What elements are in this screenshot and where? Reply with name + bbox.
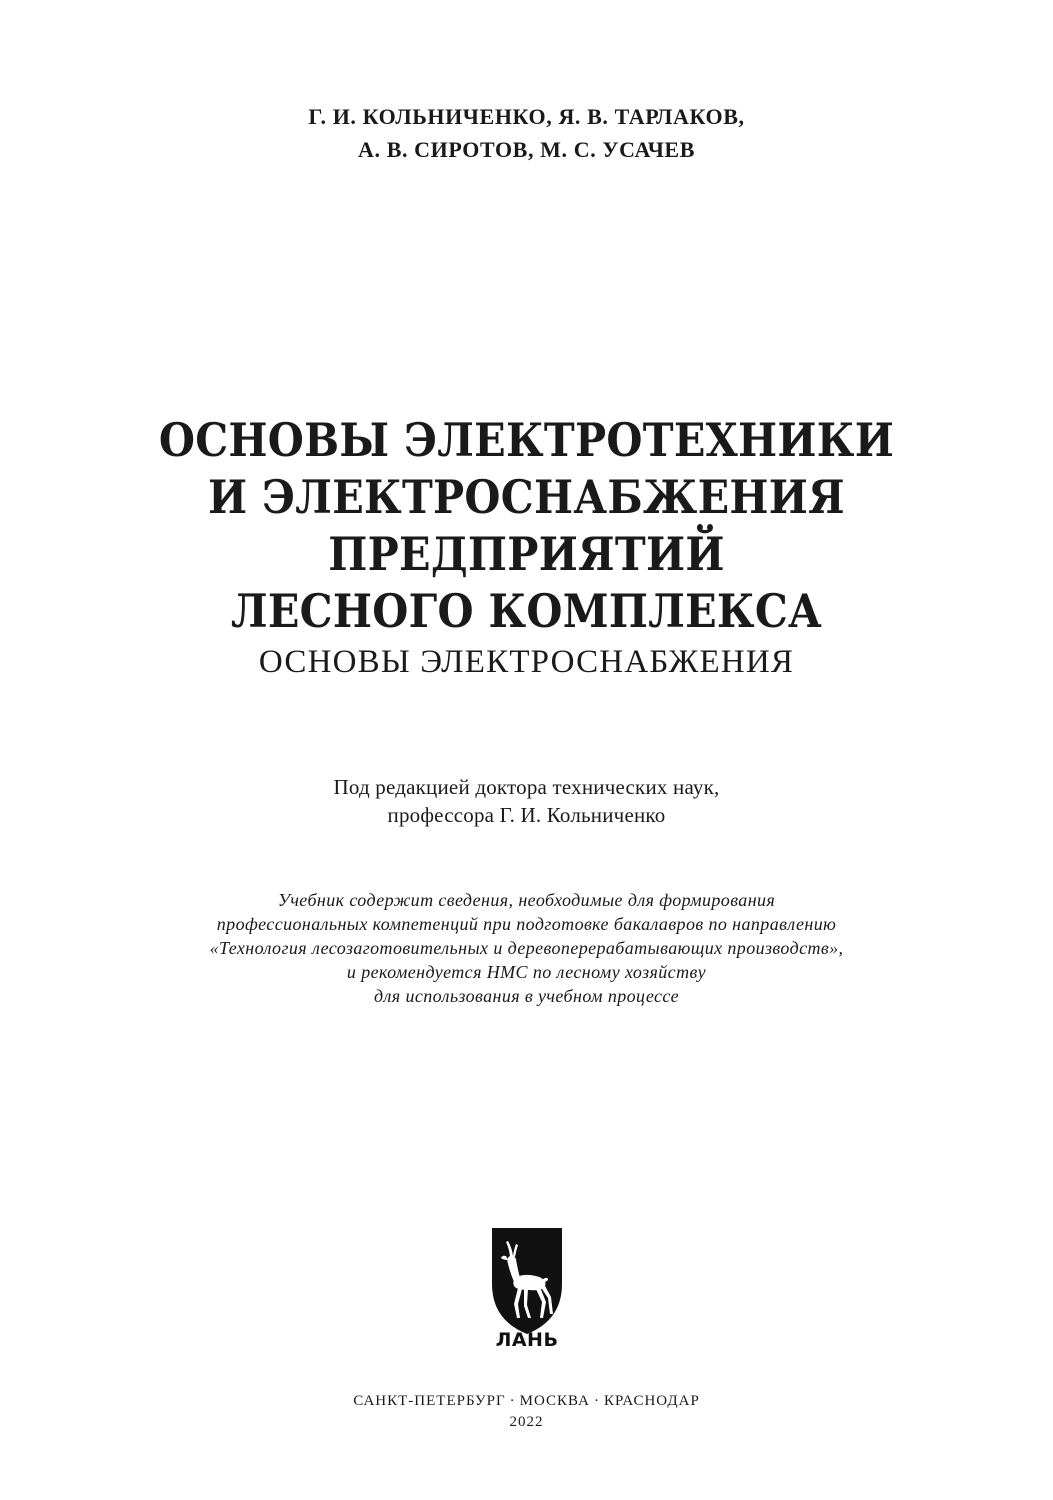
editor-note <box>0 773 1053 829</box>
annotation-line-1: Учебник содержит сведения, необходимые для формирования <box>277 890 776 910</box>
authors-line-1: Г. И. КОЛЬНИЧЕНКО, Я. В. ТАРЛАКОВ, <box>308 104 745 129</box>
annotation-line-3: «Технология лесозаготовительных и деревоперерабатывающих производств», <box>209 938 844 958</box>
city-3: КРАСНОДАР <box>603 1393 700 1409</box>
deer-shield-icon <box>484 1222 570 1348</box>
annotation-line-5: для использования в учебном процессе <box>374 986 679 1006</box>
title-line-1: ОСНОВЫ ЭЛЕКТРОТЕХНИКИ <box>158 413 895 467</box>
authors-line-2: А. В. СИРОТОВ, М. С. УСАЧЕВ <box>358 137 695 162</box>
subtitle: ОСНОВЫ ЭЛЕКТРОСНАБЖЕНИЯ <box>258 644 795 680</box>
logo-text: ЛАНЬ <box>495 1329 559 1348</box>
annotation <box>0 888 1053 1008</box>
annotation-line-4: и рекомендуется НМС по лесному хозяйству <box>346 962 707 982</box>
title-line-4: ЛЕСНОГО КОМПЛЕКСА <box>230 584 823 638</box>
publication-year: 2022 <box>509 1414 544 1430</box>
publisher-logo <box>484 1222 570 1348</box>
city-1: САНКТ-ПЕТЕРБУРГ <box>353 1393 506 1409</box>
book-title <box>0 412 1053 684</box>
annotation-line-2: профессиональных компетенций при подготовке бакалавров по направлению <box>216 914 837 934</box>
editor-line-2: профессора Г. И. Кольниченко <box>387 803 666 827</box>
title-line-2: И ЭЛЕКТРОСНАБЖЕНИЯ <box>208 470 845 524</box>
city-2: МОСКВА <box>519 1393 590 1409</box>
authors <box>0 100 1053 166</box>
publisher-cities: САНКТ-ПЕТЕРБУРГ · МОСКВА · КРАСНОДАР <box>353 1393 700 1409</box>
title-line-3: ПРЕДПРИЯТИЙ <box>328 527 725 581</box>
editor-line-1: Под редакцией доктора технических наук, <box>333 775 720 799</box>
